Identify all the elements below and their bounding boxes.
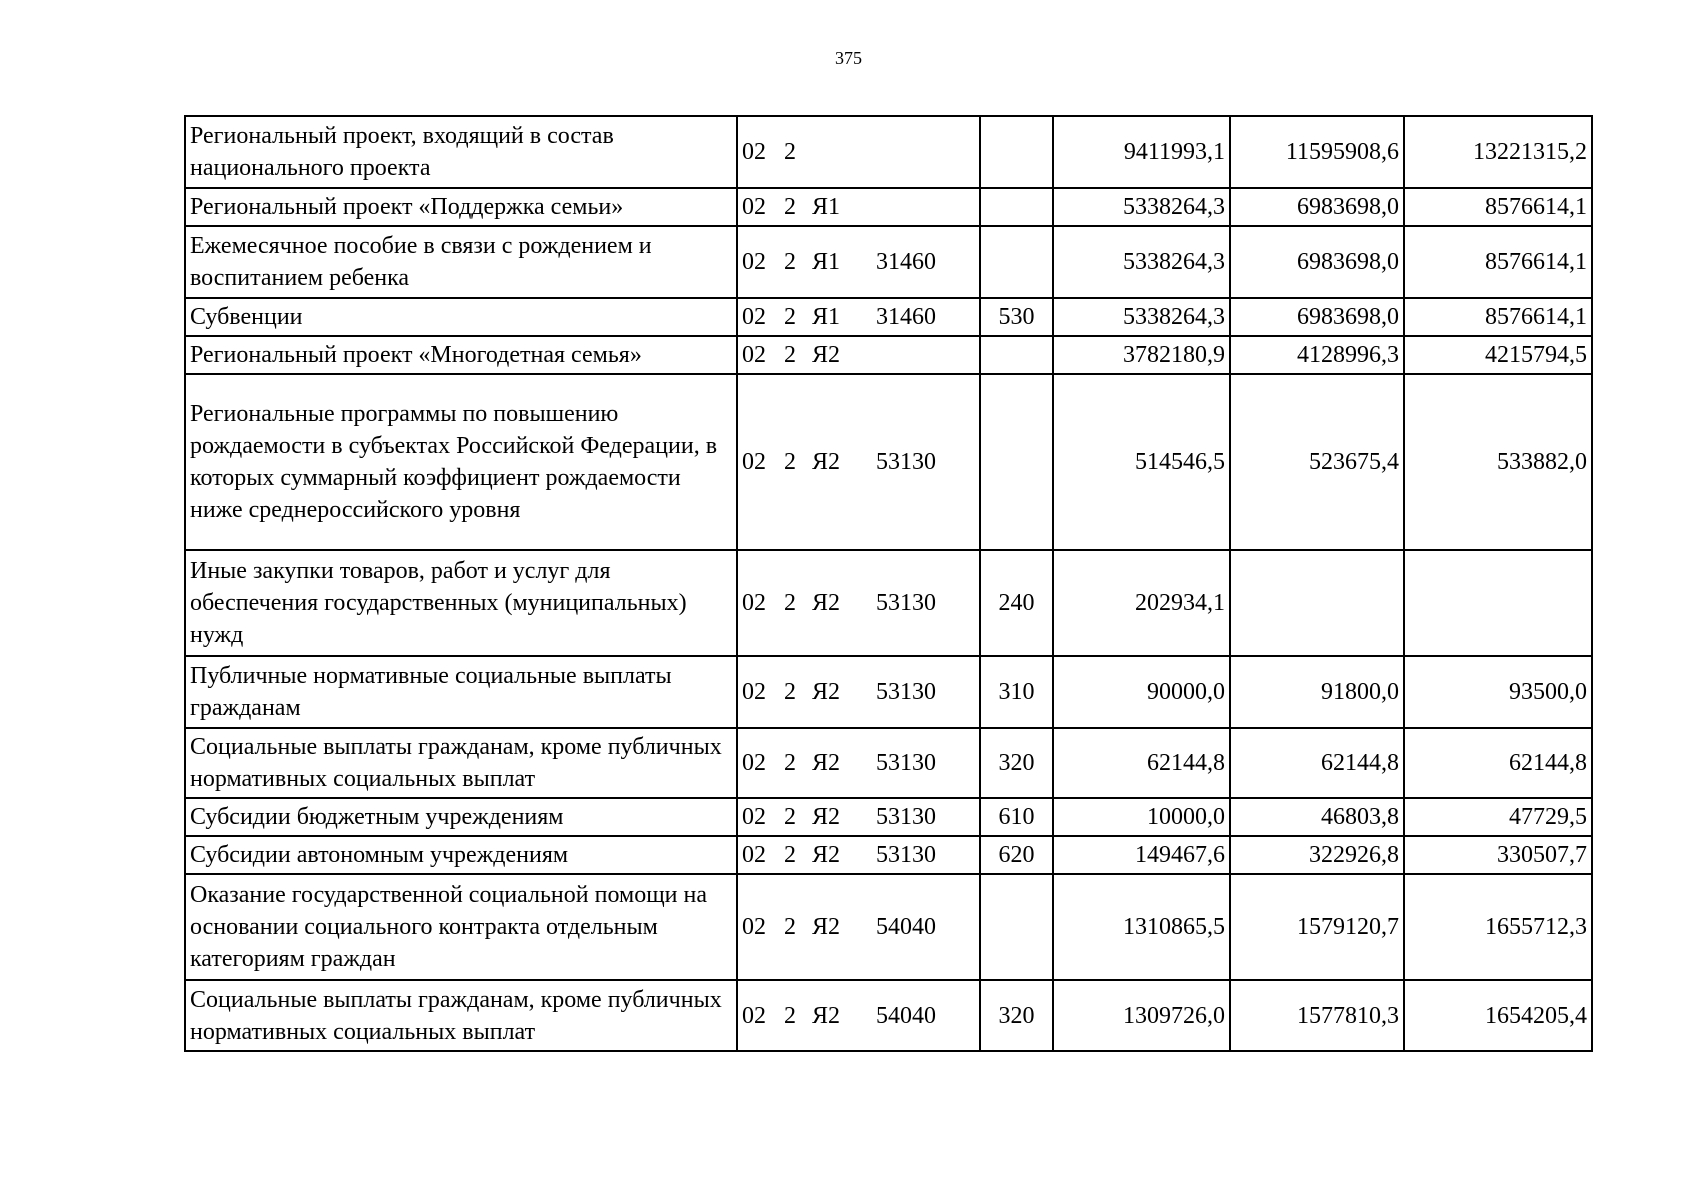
budget-table — [184, 115, 1593, 1052]
subprogram-code: 2 — [784, 139, 796, 165]
amount-year-2: 11595908,6 — [1230, 116, 1404, 188]
direction-code: 54040 — [876, 1002, 936, 1029]
page-number: 375 — [835, 48, 862, 68]
amount-year-3: 8576614,1 — [1404, 226, 1592, 298]
program-code: 02 — [742, 194, 766, 220]
row-code — [737, 374, 980, 550]
table-row — [185, 836, 1592, 874]
amount-year-2 — [1230, 550, 1404, 656]
project-code: Я1 — [812, 304, 841, 330]
project-code: Я2 — [812, 842, 841, 868]
amount-year-3: 62144,8 — [1404, 728, 1592, 798]
expense-type-code — [980, 226, 1053, 298]
subprogram-code: 2 — [784, 1002, 796, 1029]
row-code — [737, 798, 980, 836]
table-row — [185, 188, 1592, 226]
direction-code: 53130 — [876, 750, 936, 776]
program-code: 02 — [742, 842, 766, 868]
program-code: 02 — [742, 804, 766, 830]
amount-year-3: 533882,0 — [1404, 374, 1592, 550]
program-code: 02 — [742, 342, 766, 368]
amount-year-1: 3782180,9 — [1053, 336, 1230, 374]
row-code — [737, 188, 980, 226]
subprogram-code: 2 — [784, 679, 796, 705]
expense-type-code: 310 — [980, 656, 1053, 728]
table-row — [185, 980, 1592, 1051]
expense-type-code: 240 — [980, 550, 1053, 656]
program-code: 02 — [742, 249, 766, 275]
expense-type-code: 610 — [980, 798, 1053, 836]
amount-year-3: 1654205,4 — [1404, 980, 1592, 1051]
direction-code: 53130 — [876, 842, 936, 868]
amount-year-3: 93500,0 — [1404, 656, 1592, 728]
amount-year-3: 330507,7 — [1404, 836, 1592, 874]
amount-year-1: 90000,0 — [1053, 656, 1230, 728]
program-code: 02 — [742, 304, 766, 330]
amount-year-2: 6983698,0 — [1230, 298, 1404, 336]
project-code: Я2 — [812, 449, 841, 475]
table-row — [185, 298, 1592, 336]
expense-type-code: 320 — [980, 728, 1053, 798]
row-code — [737, 728, 980, 798]
project-code: Я2 — [812, 342, 841, 368]
row-name: Региональные программы по повышению рождаемости в субъектах Российской Федерации, в которых суммарный коэффициент рождаемости ниже среднероссийского уровня — [185, 374, 737, 550]
amount-year-1: 9411993,1 — [1053, 116, 1230, 188]
project-code: Я2 — [812, 679, 841, 705]
amount-year-1: 10000,0 — [1053, 798, 1230, 836]
direction-code: 53130 — [876, 449, 936, 475]
table-row — [185, 656, 1592, 728]
amount-year-3: 8576614,1 — [1404, 188, 1592, 226]
expense-type-code: 320 — [980, 980, 1053, 1051]
amount-year-2: 62144,8 — [1230, 728, 1404, 798]
subprogram-code: 2 — [784, 194, 796, 220]
table-row — [185, 874, 1592, 980]
direction-code: 53130 — [876, 590, 936, 616]
project-code: Я2 — [812, 914, 841, 940]
amount-year-1: 1310865,5 — [1053, 874, 1230, 980]
project-code: Я2 — [812, 1002, 841, 1029]
direction-code: 31460 — [876, 249, 936, 275]
row-code — [737, 980, 980, 1051]
row-name: Оказание государственной социальной помощи на основании социального контракта отдельным категориям граждан — [185, 874, 737, 980]
row-name: Региональный проект «Поддержка семьи» — [185, 188, 737, 226]
direction-code: 31460 — [876, 304, 936, 330]
row-name: Иные закупки товаров, работ и услуг для обеспечения государственных (муниципальных) нужд — [185, 550, 737, 656]
expense-type-code — [980, 374, 1053, 550]
row-name: Региональный проект, входящий в состав национального проекта — [185, 116, 737, 188]
subprogram-code: 2 — [784, 590, 796, 616]
amount-year-1: 5338264,3 — [1053, 188, 1230, 226]
table-row — [185, 116, 1592, 188]
project-code: Я2 — [812, 590, 841, 616]
amount-year-1: 5338264,3 — [1053, 298, 1230, 336]
program-code: 02 — [742, 449, 766, 475]
row-name: Публичные нормативные социальные выплаты гражданам — [185, 656, 737, 728]
subprogram-code: 2 — [784, 750, 796, 776]
expense-type-code — [980, 188, 1053, 226]
table-row — [185, 798, 1592, 836]
amount-year-2: 91800,0 — [1230, 656, 1404, 728]
subprogram-code: 2 — [784, 914, 796, 940]
amount-year-2: 1577810,3 — [1230, 980, 1404, 1051]
row-code — [737, 656, 980, 728]
table-row — [185, 374, 1592, 550]
direction-code: 54040 — [876, 914, 936, 940]
row-name: Ежемесячное пособие в связи с рождением и воспитанием ребенка — [185, 226, 737, 298]
amount-year-2: 322926,8 — [1230, 836, 1404, 874]
program-code: 02 — [742, 914, 766, 940]
expense-type-code: 620 — [980, 836, 1053, 874]
table-body — [185, 116, 1592, 1051]
amount-year-1: 1309726,0 — [1053, 980, 1230, 1051]
direction-code: 53130 — [876, 804, 936, 830]
row-code — [737, 226, 980, 298]
amount-year-2: 523675,4 — [1230, 374, 1404, 550]
program-code: 02 — [742, 1002, 766, 1029]
amount-year-3: 47729,5 — [1404, 798, 1592, 836]
subprogram-code: 2 — [784, 804, 796, 830]
program-code: 02 — [742, 590, 766, 616]
row-code — [737, 336, 980, 374]
expense-type-code: 530 — [980, 298, 1053, 336]
expense-type-code — [980, 116, 1053, 188]
amount-year-2: 6983698,0 — [1230, 188, 1404, 226]
table-row — [185, 550, 1592, 656]
amount-year-1: 202934,1 — [1053, 550, 1230, 656]
subprogram-code: 2 — [784, 842, 796, 868]
subprogram-code: 2 — [784, 249, 796, 275]
direction-code: 53130 — [876, 679, 936, 705]
expense-type-code — [980, 874, 1053, 980]
table-row — [185, 336, 1592, 374]
amount-year-2: 1579120,7 — [1230, 874, 1404, 980]
amount-year-3 — [1404, 550, 1592, 656]
project-code: Я1 — [812, 249, 841, 275]
subprogram-code: 2 — [784, 449, 796, 475]
project-code: Я1 — [812, 194, 841, 220]
row-name: Социальные выплаты гражданам, кроме публичных нормативных социальных выплат — [185, 980, 737, 1051]
amount-year-2: 6983698,0 — [1230, 226, 1404, 298]
row-name: Субсидии автономным учреждениям — [185, 836, 737, 874]
expense-type-code — [980, 336, 1053, 374]
subprogram-code: 2 — [784, 304, 796, 330]
amount-year-3: 13221315,2 — [1404, 116, 1592, 188]
amount-year-1: 514546,5 — [1053, 374, 1230, 550]
table-row — [185, 728, 1592, 798]
row-code — [737, 116, 980, 188]
amount-year-3: 8576614,1 — [1404, 298, 1592, 336]
row-code — [737, 550, 980, 656]
amount-year-1: 149467,6 — [1053, 836, 1230, 874]
row-name: Субвенции — [185, 298, 737, 336]
amount-year-3: 1655712,3 — [1404, 874, 1592, 980]
amount-year-2: 4128996,3 — [1230, 336, 1404, 374]
row-code — [737, 836, 980, 874]
subprogram-code: 2 — [784, 342, 796, 368]
program-code: 02 — [742, 679, 766, 705]
amount-year-2: 46803,8 — [1230, 798, 1404, 836]
row-name: Региональный проект «Многодетная семья» — [185, 336, 737, 374]
project-code: Я2 — [812, 804, 841, 830]
row-code — [737, 874, 980, 980]
amount-year-1: 62144,8 — [1053, 728, 1230, 798]
project-code: Я2 — [812, 750, 841, 776]
amount-year-1: 5338264,3 — [1053, 226, 1230, 298]
row-code — [737, 298, 980, 336]
row-name: Социальные выплаты гражданам, кроме публичных нормативных социальных выплат — [185, 728, 737, 798]
row-name: Субсидии бюджетным учреждениям — [185, 798, 737, 836]
amount-year-3: 4215794,5 — [1404, 336, 1592, 374]
table-row — [185, 226, 1592, 298]
program-code: 02 — [742, 750, 766, 776]
program-code: 02 — [742, 139, 766, 165]
